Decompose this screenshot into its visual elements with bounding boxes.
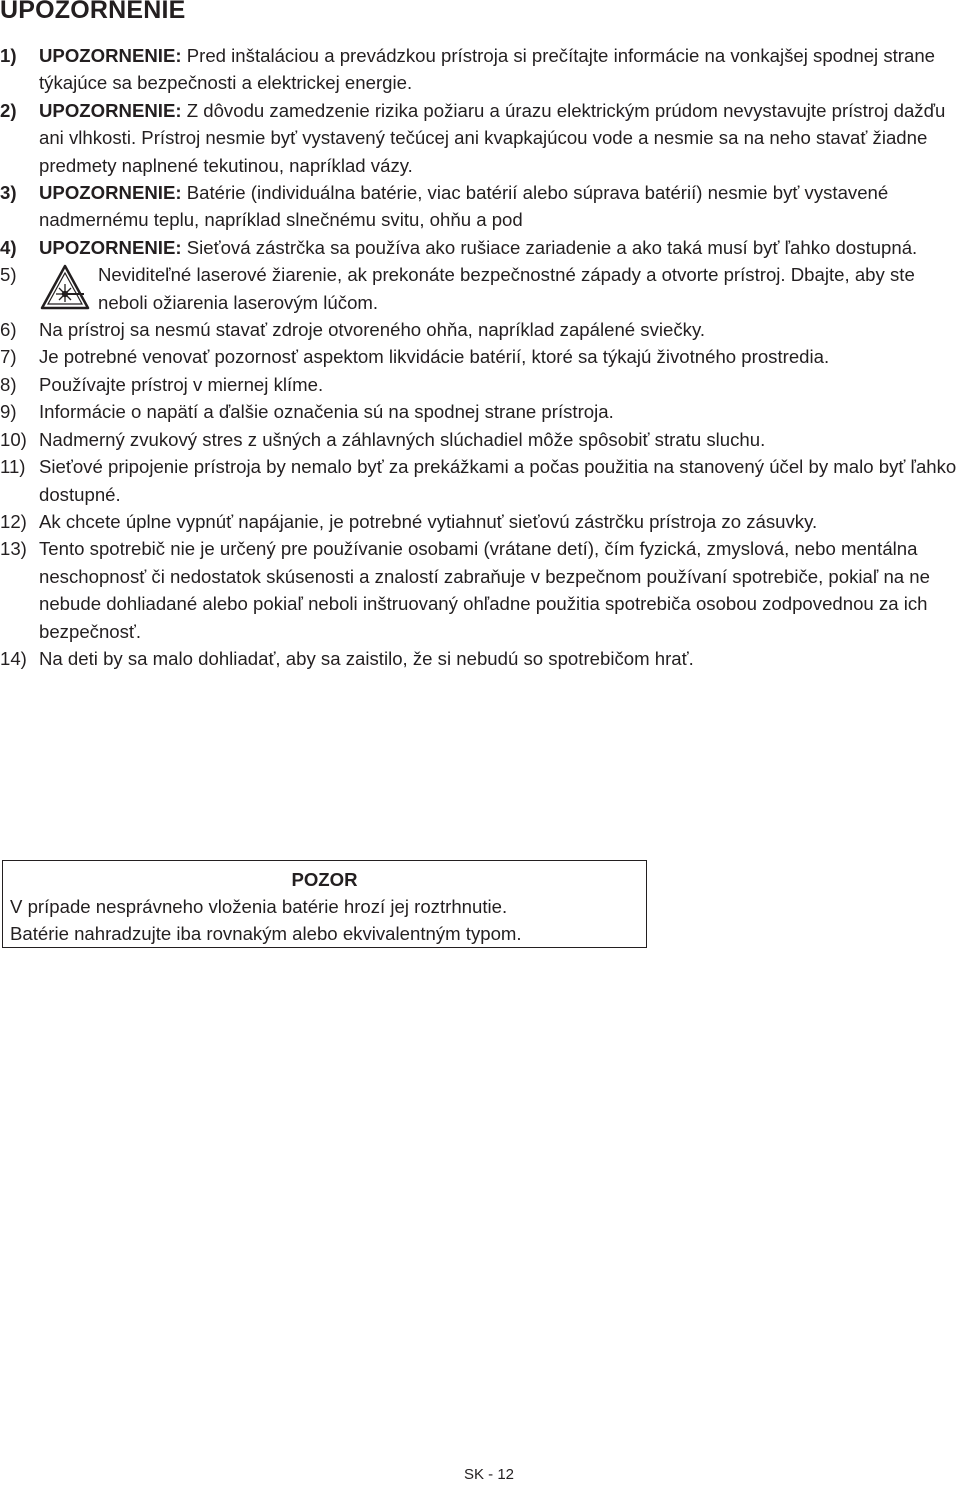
list-item-13 xyxy=(0,535,960,645)
item-text: Nadmerný zvukový stres z ušných a záhlavných slúchadiel môže spôsobiť stratu sluchu. xyxy=(39,428,766,450)
caution-line: V prípade nesprávneho vloženia batérie hrozí jej roztrhnutie. xyxy=(10,896,508,917)
item-text: Tento spotrebič nie je určený pre používanie osobami (vrátane detí), čím fyzická, zmyslová, nebo mentálna neschopnosť či nedostatok skúsenosti a znalostí zabraňuje v bezpečnom používaní spotrebiče, pokiaľ na ne nebude dohliadané alebo pokiaľ neboli inštruovaný ohľadne použitia spotrebiča osobou zodpovednou za ich bezpečnosť. xyxy=(39,538,930,642)
item-text: Ak chcete úplne vypnúť napájanie, je potrebné vytiahnuť sieťovú zástrčku prístroja zo zásuvky. xyxy=(39,510,818,532)
list-item-9 xyxy=(0,398,960,425)
item-keyword: UPOZORNENIE: xyxy=(39,182,182,204)
item-text: Na prístroj sa nesmú stavať zdroje otvoreného ohňa, napríklad zapálené sviečky. xyxy=(39,319,706,341)
item-keyword: UPOZORNENIE: xyxy=(39,236,182,258)
item-number: 10) xyxy=(0,428,27,450)
list-item-7 xyxy=(0,343,960,370)
item-text: Sieťová zástrčka sa používa ako rušiace zariadenie a ako taká musí byť ľahko dostupná. xyxy=(181,236,918,258)
item-body xyxy=(0,97,960,179)
item-number: 2) xyxy=(0,99,17,121)
item-number: 8) xyxy=(0,373,17,395)
item-number: 6) xyxy=(0,319,17,341)
item-body xyxy=(0,234,960,261)
list-item-8 xyxy=(0,371,960,398)
warning-list xyxy=(0,42,960,672)
caution-title: POZOR xyxy=(291,869,358,890)
item-text: Batérie (individuálna batérie, viac batérií alebo súprava batérií) nesmie byť vystavené nadmernému teplu, napríklad slnečnému svitu, ohňu a pod xyxy=(39,182,889,231)
list-item-2 xyxy=(0,97,960,179)
item-number: 12) xyxy=(0,510,27,532)
list-item-4 xyxy=(0,234,960,261)
item-text: Používajte prístroj v miernej klíme. xyxy=(39,373,324,395)
list-item-10 xyxy=(0,426,960,453)
item-number: 1) xyxy=(0,45,17,66)
item-text: Pred inštaláciou a prevádzkou prístroja si prečítajte informácie na vonkajšej spodnej strane týkajúce sa bezpečnosti a elektrickej energie. xyxy=(39,45,936,94)
item-text: Neviditeľné laserové žiarenie, ak prekonáte bezpečnostné západy a otvorte prístroj. Dbajte, aby ste neboli ožiarenia laserovým lúčom. xyxy=(98,264,915,313)
laser-warning-icon xyxy=(40,264,90,310)
item-number: 9) xyxy=(0,401,17,423)
list-item-6 xyxy=(0,316,960,343)
item-body xyxy=(0,179,960,234)
item-number: 11) xyxy=(0,456,26,478)
item-text: Informácie o napätí a ďalšie označenia sú na spodnej strane prístroja. xyxy=(39,401,614,423)
item-keyword: UPOZORNENIE: xyxy=(39,99,182,121)
page-title: UPOZORNENIE xyxy=(0,0,186,24)
list-item-1 xyxy=(0,42,960,97)
list-item-14 xyxy=(0,645,960,672)
list-item-5 xyxy=(0,261,960,316)
item-text: Sieťové pripojenie prístroja by nemalo byť za prekážkami a počas použitia na stanovený účel by malo byť ľahko dostupné. xyxy=(39,456,957,505)
item-body xyxy=(0,42,960,97)
item-text: Je potrebné venovať pozornosť aspektom likvidácie batérií, ktoré sa týkajú životného prostredia. xyxy=(39,346,830,368)
caution-box xyxy=(2,860,647,948)
caution-line: Batérie nahradzujte iba rovnakým alebo ekvivalentným typom. xyxy=(10,923,522,944)
item-number: 14) xyxy=(0,647,27,669)
item-number: 13) xyxy=(0,538,27,560)
item-text: Z dôvodu zamedzenie rizika požiaru a úrazu elektrickým prúdom nevystavujte prístroj dažďu ani vlhkosti. Prístroj nesmie byť vystavený tečúcej ani kvapkajúcou vode a nesmie sa na neho stavať žiadne predmety naplnené tekutinou, napríklad vázy. xyxy=(39,99,946,176)
item-number: 4) xyxy=(0,236,17,258)
item-keyword: UPOZORNENIE: xyxy=(39,45,182,66)
item-number: 7) xyxy=(0,346,17,368)
item-number: 3) xyxy=(0,182,17,204)
list-item-3 xyxy=(0,179,960,234)
page-number: SK - 12 xyxy=(463,1466,515,1483)
list-item-11 xyxy=(0,453,960,508)
list-item-12 xyxy=(0,508,960,535)
item-text: Na deti by sa malo dohliadať, aby sa zaistilo, že si nebudú so spotrebičom hrať. xyxy=(39,647,694,669)
item-number: 5) xyxy=(0,264,17,286)
